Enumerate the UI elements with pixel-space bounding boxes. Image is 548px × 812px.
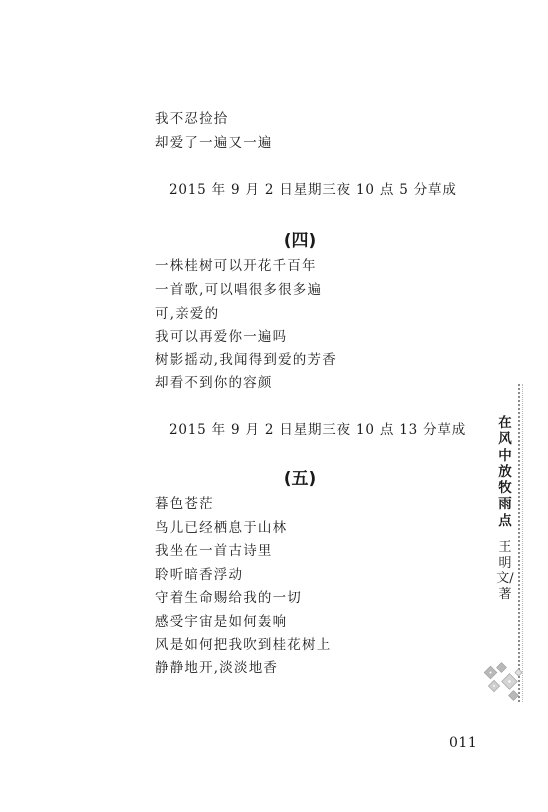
diamond-ornament-icon bbox=[476, 660, 526, 710]
poem-line: 暮色苍茫 bbox=[155, 496, 214, 512]
poem-line: 感受宇宙是如何轰响 bbox=[155, 614, 288, 630]
poem-line: 一首歌,可以唱很多很多遍 bbox=[155, 282, 323, 298]
page-number: 011 bbox=[449, 735, 478, 751]
poem-line: 却爱了一遍又一遍 bbox=[155, 135, 273, 151]
poem-line: 我可以再爱你一遍吗 bbox=[155, 329, 288, 345]
poem-line: 一株桂树可以开花千百年 bbox=[155, 258, 317, 274]
side-dotted-rule bbox=[522, 384, 523, 702]
poem-line: 守着生命赐给我的一切 bbox=[155, 590, 302, 606]
poem-line: 可,亲爱的 bbox=[155, 306, 220, 322]
poem-line: 却看不到你的容颜 bbox=[155, 375, 273, 391]
running-author: 王明文/著 bbox=[496, 540, 514, 602]
composition-date: 2015 年 9 月 2 日星期三夜 10 点 5 分草成 bbox=[169, 182, 457, 198]
side-dotted-rule bbox=[518, 384, 520, 702]
poem-line: 树影摇动,我闻得到爱的芳香 bbox=[155, 352, 337, 368]
poem-line: 风是如何把我吹到桂花树上 bbox=[155, 637, 332, 653]
composition-date: 2015 年 9 月 2 日星期三夜 10 点 13 分草成 bbox=[169, 422, 467, 438]
poem-line: 我不忍捡拾 bbox=[155, 111, 229, 127]
poem-line: 聆听暗香浮动 bbox=[155, 567, 244, 583]
section-heading-5: (五) bbox=[283, 469, 317, 489]
poem-line: 静静地开,淡淡地香 bbox=[155, 660, 279, 676]
running-book-title: 在风中放牧雨点 bbox=[498, 415, 512, 529]
poem-line: 鸟儿已经栖息于山林 bbox=[155, 520, 288, 536]
poem-line: 我坐在一首古诗里 bbox=[155, 543, 273, 559]
section-heading-4: (四) bbox=[283, 231, 317, 251]
